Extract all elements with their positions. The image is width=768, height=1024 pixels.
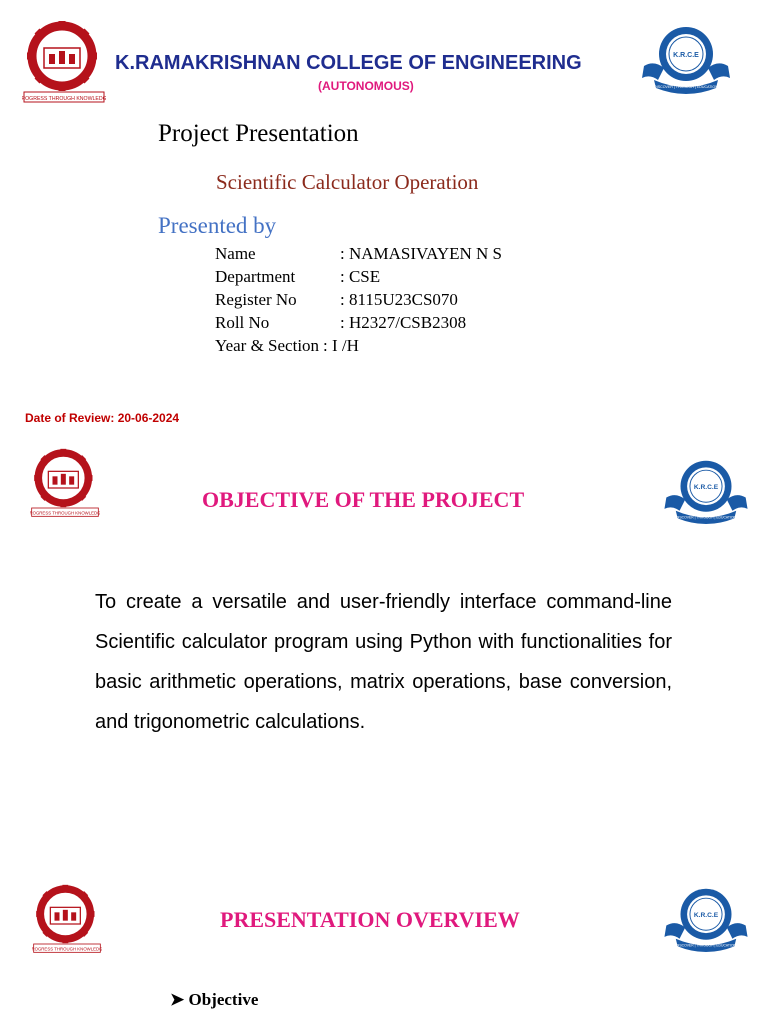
anna-logo-motto: PROGRESS THROUGH KNOWLEDGE bbox=[30, 510, 100, 516]
krce-logo-text: K.R.C.E bbox=[673, 52, 699, 59]
krce-logo-banner: DISCOVER | THROUGH | EDUCATION bbox=[654, 85, 718, 89]
project-subtitle: Scientific Calculator Operation bbox=[216, 170, 479, 194]
krce-logo-banner: DISCOVER | THROUGH | EDUCATION bbox=[675, 515, 737, 520]
krce-logo bbox=[662, 456, 750, 524]
student-details bbox=[215, 242, 502, 357]
krce-logo bbox=[662, 884, 750, 952]
anna-logo-motto: PROGRESS THROUGH KNOWLEDGE bbox=[22, 96, 106, 102]
overview-bullet bbox=[170, 990, 258, 1010]
anna-university-logo bbox=[22, 20, 106, 104]
detail-row bbox=[215, 242, 502, 265]
presentation-title: Project Presentation bbox=[158, 120, 359, 147]
objective-heading: OBJECTIVE OF THE PROJECT bbox=[202, 487, 525, 512]
detail-value: : I /H bbox=[323, 336, 359, 355]
detail-label: Register No bbox=[215, 290, 297, 309]
anna-logo-motto: PROGRESS THROUGH KNOWLEDGE bbox=[32, 946, 102, 952]
college-name: K.RAMAKRISHNAN COLLEGE OF ENGINEERING bbox=[115, 52, 582, 74]
detail-value: : CSE bbox=[340, 267, 381, 286]
detail-row bbox=[215, 311, 502, 334]
detail-row bbox=[215, 288, 502, 311]
objective-text: To create a versatile and user-friendly interface command-line Scientific calculator program using Python with functionalities for basic arithmetic operations, matrix operations, base conversion, and trigonometric calculations. bbox=[95, 591, 672, 733]
krce-logo-banner: DISCOVER | THROUGH | EDUCATION bbox=[675, 943, 737, 948]
bullet-text: Objective bbox=[188, 990, 259, 1009]
detail-value: : 8115U23CS070 bbox=[340, 290, 458, 309]
autonomous-label: (AUTONOMOUS) bbox=[318, 79, 414, 93]
detail-value: : NAMASIVAYEN N S bbox=[340, 244, 503, 263]
krce-logo-text: K.R.C.E bbox=[693, 484, 719, 492]
detail-label: Name bbox=[215, 244, 256, 263]
detail-row bbox=[215, 334, 502, 357]
anna-university-logo bbox=[32, 884, 102, 954]
detail-label: Department bbox=[215, 267, 296, 286]
detail-value: : H2327/CSB2308 bbox=[340, 313, 467, 332]
detail-label: Roll No bbox=[215, 313, 270, 332]
presented-by-label: Presented by bbox=[158, 213, 277, 238]
arrow-bullet-icon: ➤ bbox=[170, 990, 185, 1009]
krce-logo-text: K.R.C.E bbox=[693, 912, 719, 920]
review-date: Date of Review: 20-06-2024 bbox=[25, 411, 180, 425]
detail-label: Year & Section bbox=[215, 336, 320, 355]
krce-logo bbox=[640, 22, 732, 94]
overview-heading: PRESENTATION OVERVIEW bbox=[220, 907, 520, 932]
detail-row bbox=[215, 265, 502, 288]
anna-university-logo bbox=[30, 448, 100, 518]
